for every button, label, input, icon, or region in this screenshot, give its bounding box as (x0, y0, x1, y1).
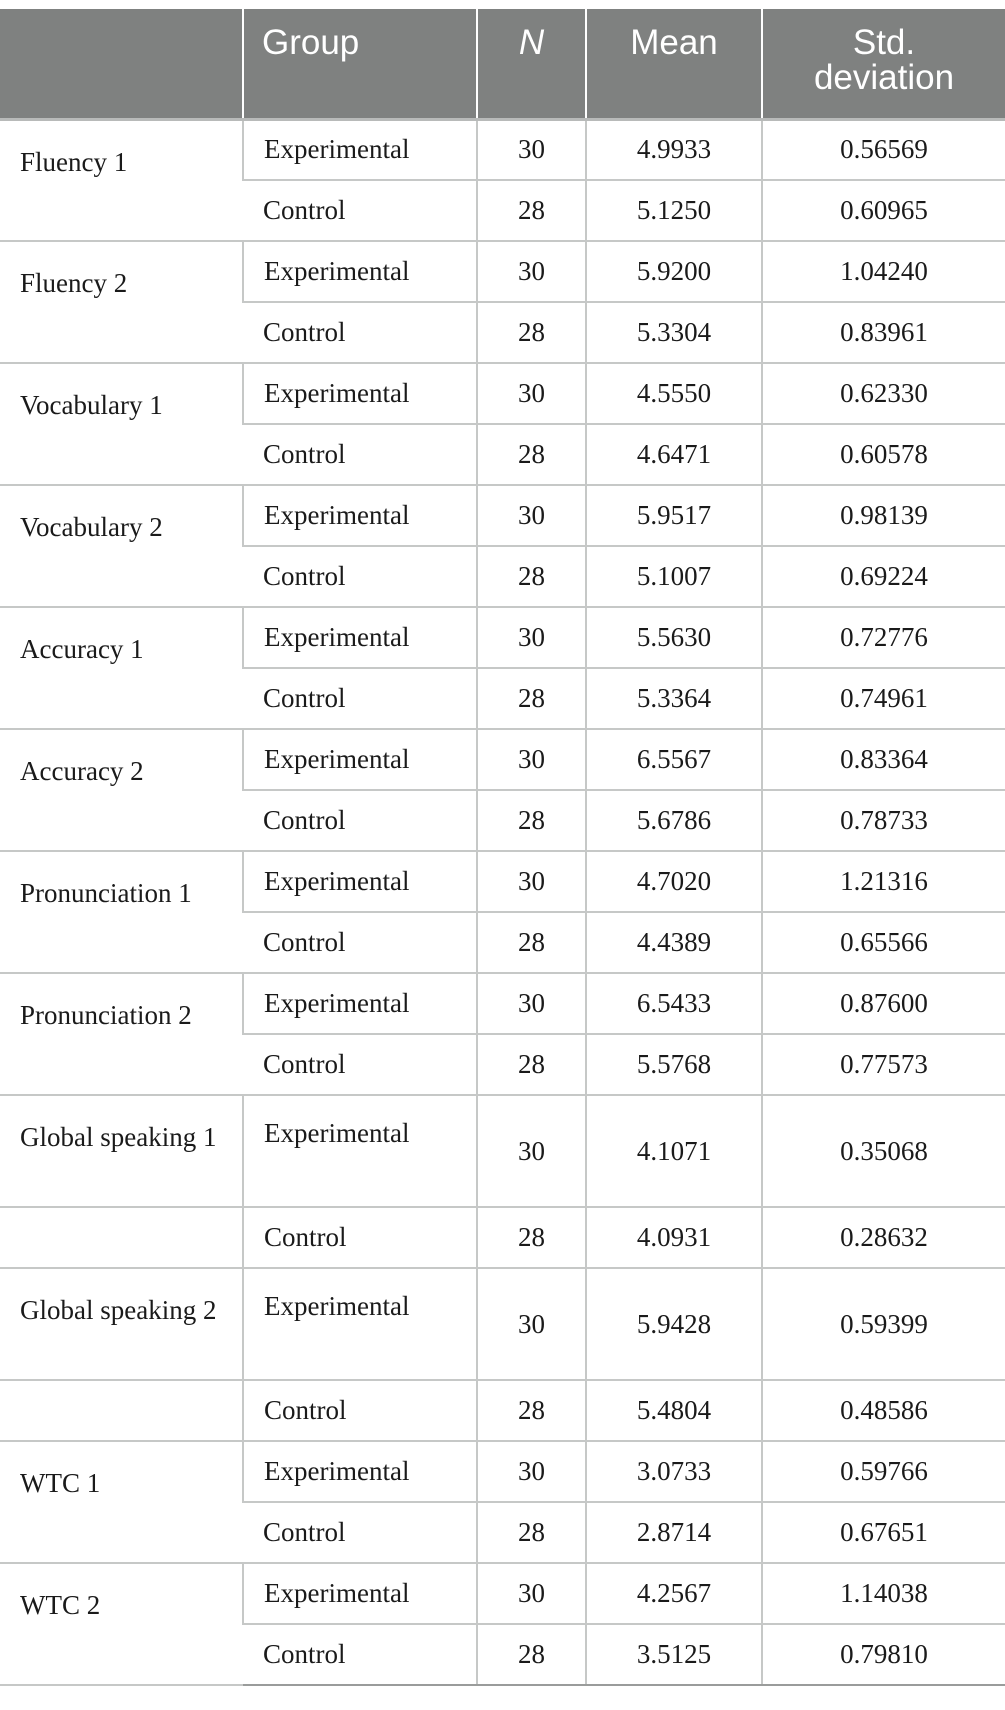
group-cell: Experimental (243, 1268, 477, 1380)
group-cell: Experimental (243, 851, 477, 912)
std-cell: 0.78733 (762, 790, 1005, 851)
n-cell: 28 (477, 790, 586, 851)
std-cell: 1.04240 (762, 241, 1005, 302)
variable-cell (0, 1207, 243, 1268)
std-cell: 0.65566 (762, 912, 1005, 973)
mean-cell: 4.9933 (586, 119, 762, 180)
group-cell: Control (243, 1624, 477, 1685)
std-cell: 0.59399 (762, 1268, 1005, 1380)
variable-cell: Fluency 2 (0, 241, 243, 363)
group-cell: Experimental (243, 729, 477, 790)
group-cell: Experimental (243, 973, 477, 1034)
mean-cell: 5.5630 (586, 607, 762, 668)
group-cell: Experimental (243, 1563, 477, 1624)
variable-cell: WTC 1 (0, 1441, 243, 1563)
variable-cell: Accuracy 2 (0, 729, 243, 851)
variable-cell: Vocabulary 1 (0, 363, 243, 485)
std-cell: 0.69224 (762, 546, 1005, 607)
std-cell: 0.72776 (762, 607, 1005, 668)
variable-cell: WTC 2 (0, 1563, 243, 1685)
group-cell: Experimental (243, 1095, 477, 1207)
std-cell: 0.62330 (762, 363, 1005, 424)
header-row (0, 9, 1005, 119)
n-cell: 28 (477, 424, 586, 485)
std-cell: 0.83961 (762, 302, 1005, 363)
group-cell: Experimental (243, 1441, 477, 1502)
mean-cell: 5.6786 (586, 790, 762, 851)
mean-cell: 2.8714 (586, 1502, 762, 1563)
mean-cell: 6.5433 (586, 973, 762, 1034)
group-cell: Control (243, 1502, 477, 1563)
mean-cell: 5.9428 (586, 1268, 762, 1380)
std-cell: 1.21316 (762, 851, 1005, 912)
header-group: Group (243, 9, 477, 119)
n-cell: 30 (477, 1095, 586, 1207)
std-cell: 0.67651 (762, 1502, 1005, 1563)
variable-cell: Global speaking 1 (0, 1095, 243, 1207)
variable-cell: Vocabulary 2 (0, 485, 243, 607)
n-cell: 30 (477, 851, 586, 912)
group-cell: Control (243, 790, 477, 851)
table-row (0, 1563, 1005, 1624)
variable-cell: Accuracy 1 (0, 607, 243, 729)
header-std-deviation: Std. deviation (762, 9, 1005, 119)
n-cell: 30 (477, 729, 586, 790)
mean-cell: 5.1007 (586, 546, 762, 607)
n-cell: 30 (477, 1268, 586, 1380)
variable-cell (0, 1380, 243, 1441)
group-cell: Control (243, 912, 477, 973)
n-cell: 30 (477, 119, 586, 180)
mean-cell: 4.7020 (586, 851, 762, 912)
mean-cell: 5.5768 (586, 1034, 762, 1095)
std-cell: 0.98139 (762, 485, 1005, 546)
mean-cell: 3.5125 (586, 1624, 762, 1685)
group-cell: Control (243, 1380, 477, 1441)
table-row (0, 729, 1005, 790)
n-cell: 28 (477, 1624, 586, 1685)
mean-cell: 4.5550 (586, 363, 762, 424)
n-cell: 28 (477, 1207, 586, 1268)
table-row (0, 1095, 1005, 1207)
n-cell: 30 (477, 607, 586, 668)
table-row (0, 485, 1005, 546)
std-cell: 0.28632 (762, 1207, 1005, 1268)
group-cell: Experimental (243, 363, 477, 424)
n-cell: 28 (477, 668, 586, 729)
mean-cell: 5.9200 (586, 241, 762, 302)
mean-cell: 3.0733 (586, 1441, 762, 1502)
group-cell: Control (243, 180, 477, 241)
table-row (0, 119, 1005, 180)
group-cell: Experimental (243, 241, 477, 302)
mean-cell: 5.3304 (586, 302, 762, 363)
std-cell: 0.83364 (762, 729, 1005, 790)
n-cell: 30 (477, 1441, 586, 1502)
n-cell: 28 (477, 546, 586, 607)
header-n: N (477, 9, 586, 119)
std-cell: 0.87600 (762, 973, 1005, 1034)
group-cell: Control (243, 302, 477, 363)
table-row (0, 1207, 1005, 1268)
mean-cell: 4.6471 (586, 424, 762, 485)
mean-cell: 4.1071 (586, 1095, 762, 1207)
mean-cell: 4.0931 (586, 1207, 762, 1268)
group-cell: Experimental (243, 485, 477, 546)
variable-cell: Pronunciation 2 (0, 973, 243, 1095)
n-cell: 28 (477, 1502, 586, 1563)
n-cell: 28 (477, 912, 586, 973)
table-row (0, 1380, 1005, 1441)
variable-cell: Pronunciation 1 (0, 851, 243, 973)
std-cell: 0.59766 (762, 1441, 1005, 1502)
n-cell: 30 (477, 241, 586, 302)
n-cell: 30 (477, 973, 586, 1034)
std-cell: 0.74961 (762, 668, 1005, 729)
header-mean: Mean (586, 9, 762, 119)
n-cell: 28 (477, 1034, 586, 1095)
mean-cell: 5.3364 (586, 668, 762, 729)
group-cell: Experimental (243, 607, 477, 668)
variable-cell: Fluency 1 (0, 119, 243, 241)
mean-cell: 4.4389 (586, 912, 762, 973)
std-cell: 0.79810 (762, 1624, 1005, 1685)
std-cell: 0.35068 (762, 1095, 1005, 1207)
std-cell: 0.77573 (762, 1034, 1005, 1095)
table-row (0, 1441, 1005, 1502)
n-cell: 30 (477, 1563, 586, 1624)
table-row (0, 973, 1005, 1034)
group-cell: Control (243, 1034, 477, 1095)
table-row (0, 241, 1005, 302)
table-row (0, 851, 1005, 912)
std-cell: 1.14038 (762, 1563, 1005, 1624)
table-row (0, 363, 1005, 424)
variable-cell: Global speaking 2 (0, 1268, 243, 1380)
mean-cell: 5.1250 (586, 180, 762, 241)
n-cell: 28 (477, 180, 586, 241)
group-cell: Control (243, 424, 477, 485)
group-cell: Experimental (243, 119, 477, 180)
mean-cell: 4.2567 (586, 1563, 762, 1624)
mean-cell: 5.9517 (586, 485, 762, 546)
n-cell: 30 (477, 485, 586, 546)
std-cell: 0.48586 (762, 1380, 1005, 1441)
descriptive-statistics-table (0, 9, 1005, 1686)
std-cell: 0.60965 (762, 180, 1005, 241)
group-cell: Control (243, 546, 477, 607)
n-cell: 28 (477, 1380, 586, 1441)
header-variable (0, 9, 243, 119)
table-row (0, 607, 1005, 668)
mean-cell: 5.4804 (586, 1380, 762, 1441)
table-row (0, 1268, 1005, 1380)
std-cell: 0.60578 (762, 424, 1005, 485)
mean-cell: 6.5567 (586, 729, 762, 790)
std-cell: 0.56569 (762, 119, 1005, 180)
group-cell: Control (243, 668, 477, 729)
n-cell: 28 (477, 302, 586, 363)
n-cell: 30 (477, 363, 586, 424)
group-cell: Control (243, 1207, 477, 1268)
